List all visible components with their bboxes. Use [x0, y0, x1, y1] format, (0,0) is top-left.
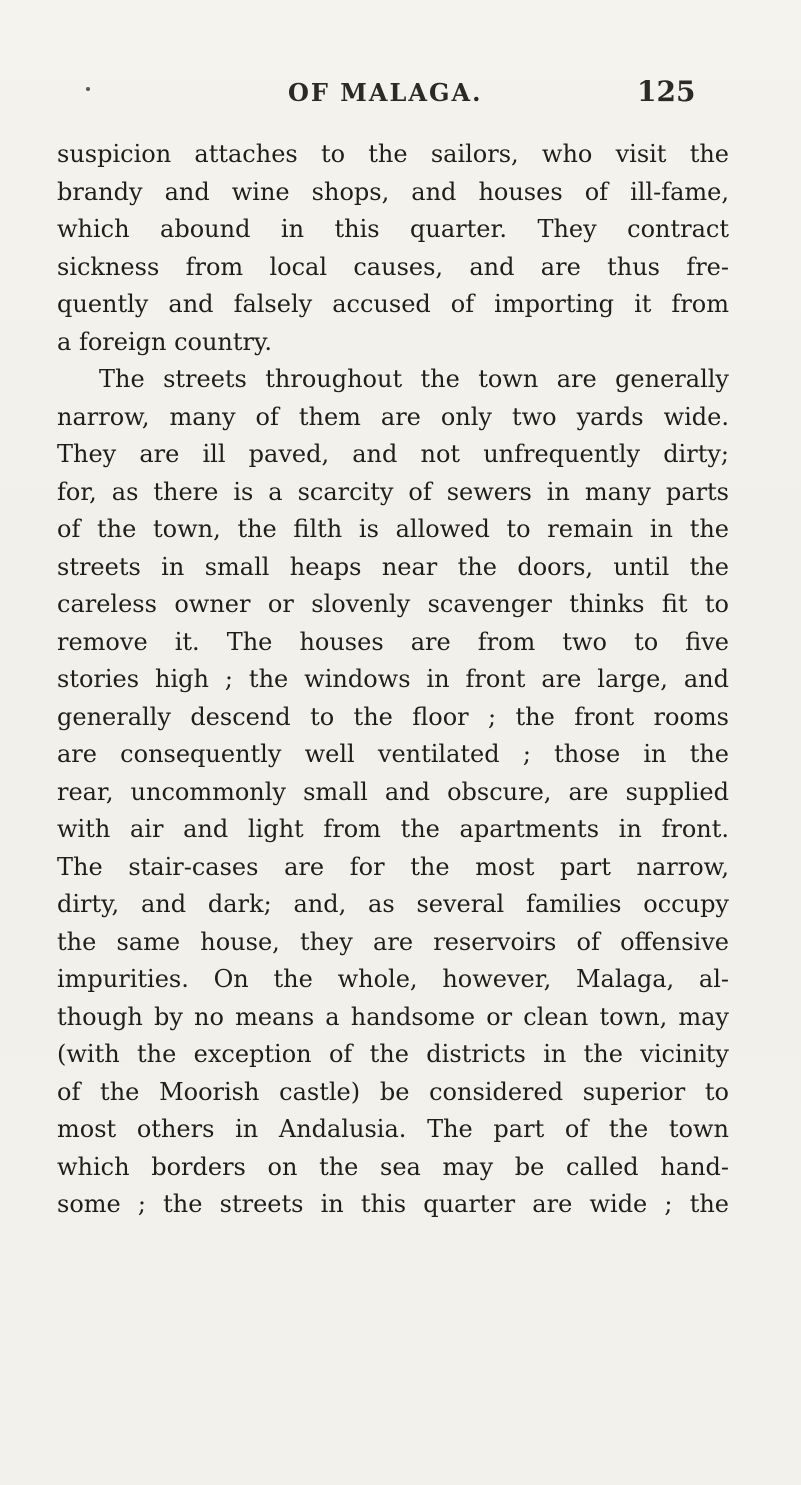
text-line: narrow, many of them are only two yards wide.: [57, 402, 729, 431]
text-line: remove it. The houses are from two to five: [57, 627, 729, 656]
body-text: [57, 136, 729, 1224]
text-line: a foreign country.: [57, 327, 272, 356]
paragraph-start-line: The streets throughout the town are generally: [99, 365, 729, 393]
running-head: [0, 75, 801, 114]
text-line: rear, uncommonly small and obscure, are supplied: [57, 777, 729, 806]
text-line: which abound in this quarter. They contract: [57, 215, 729, 243]
text-line: careless owner or slovenly scavenger thinks fit to: [57, 590, 729, 618]
text-line: impurities. On the whole, however, Malaga, al-: [57, 965, 729, 993]
text-line: suspicion attaches to the sailors, who visit the: [57, 140, 729, 168]
text-line: dirty, and dark; and, as several families occupy: [57, 890, 729, 918]
text-line: of the Moorish castle) be considered superior to: [57, 1077, 729, 1106]
text-line: generally descend to the floor ; the front rooms: [57, 702, 729, 731]
text-line: The stair-cases are for the most part narrow,: [57, 852, 729, 881]
text-line: with air and light from the apartments in front.: [57, 815, 729, 843]
text-line: are consequently well ventilated ; those in the: [57, 740, 729, 768]
text-line: for, as there is a scarcity of sewers in many parts: [57, 477, 729, 506]
text-line: the same house, they are reservoirs of offensive: [57, 927, 729, 956]
text-line: most others in Andalusia. The part of the town: [57, 1115, 729, 1143]
printer-mark: [86, 87, 90, 91]
text-line: They are ill paved, and not unfrequently dirty;: [57, 440, 729, 468]
text-line: which borders on the sea may be called hand-: [57, 1152, 729, 1181]
text-line: of the town, the filth is allowed to remain in the: [57, 515, 729, 543]
text-line: though by no means a handsome or clean town, may: [57, 1002, 729, 1031]
text-line: sickness from local causes, and are thus fre-: [57, 252, 729, 281]
running-title: OF MALAGA.: [288, 78, 483, 107]
text-line: streets in small heaps near the doors, until the: [57, 552, 729, 581]
text-line: some ; the streets in this quarter are wide ; the: [57, 1190, 729, 1218]
text-line: brandy and wine shops, and houses of ill-fame,: [57, 177, 729, 206]
text-line: stories high ; the windows in front are large, and: [57, 665, 729, 693]
text-line: (with the exception of the districts in the vicinity: [57, 1040, 729, 1068]
text-line: quently and falsely accused of importing it from: [57, 290, 729, 318]
page-number: 125: [637, 75, 696, 108]
